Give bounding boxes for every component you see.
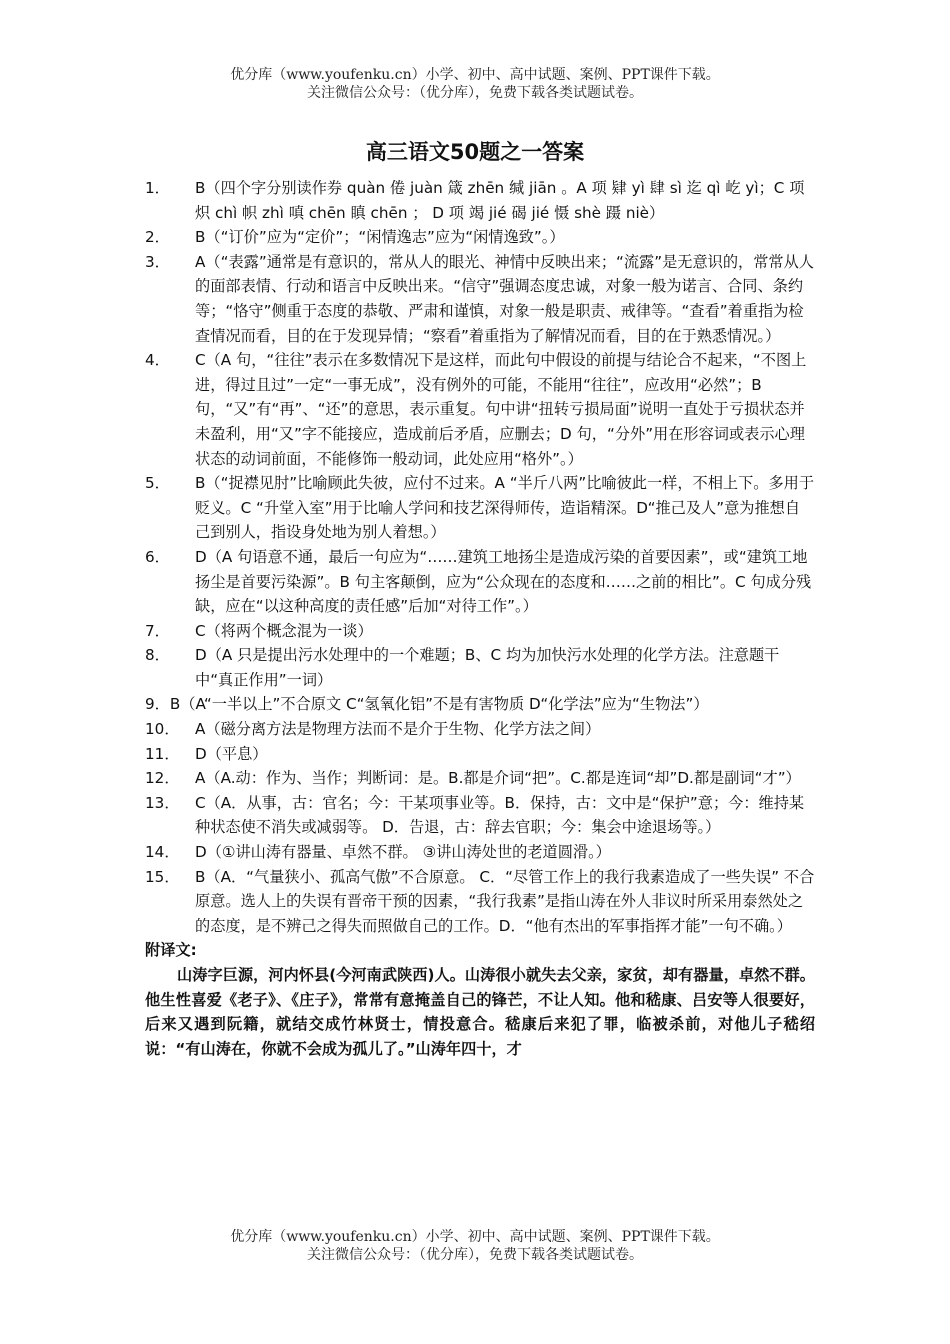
answer-text: D（A 只是提出污水处理中的一个难题；B、C 均为加快污水处理的化学方法。注意题干中“真正作用”一词） <box>195 646 780 689</box>
answer-number: 8． <box>145 646 170 665</box>
answer-item-10 <box>145 717 815 742</box>
answer-item-13 <box>145 791 815 840</box>
page-footer <box>0 1228 950 1264</box>
answer-text: B（“订价”应为“定价”；“闲情逸志”应为“闲情逸致”。） <box>195 228 565 247</box>
answer-text: D（①讲山涛有器量、卓然不群。 ③讲山涛处世的老道圆滑。） <box>195 843 611 862</box>
answer-item-3 <box>145 250 815 348</box>
answer-number: 9． <box>145 695 170 714</box>
answer-text: B（四个字分别读作券 quàn 倦 juàn 箴 zhēn 缄 jiān 。A 项 肄 yì 肆 sì 迄 qì 屹 yì；C 项 炽 chì 帜 zhì 嗔 chēn 瞋 chēn ； D 项 竭 jié 碣 jié 慑 shè 蹑 niè） <box>195 179 805 222</box>
answer-text: C（A 句，“往往”表示在多数情况下是这样，而此句中假设的前提与结论合不起来，“不图上进，得过且过”一定“一事无成”，没有例外的可能，不能用“往往”，应改用“必然”；B 句，“又”有“再”、“还”的意思，表示重复。句中讲“扭转亏损局面”说明一直处于亏损状态并未盈利，用“又”字不能接应，造成前后矛盾，应删去；D 句，“分外”用在形容词或表示心理状态的动词前面，不能修饰一般动词，此处应用“格外”。） <box>195 351 807 468</box>
answer-item-1 <box>145 176 815 225</box>
answer-number: 13． <box>145 793 180 812</box>
answer-item-2 <box>145 225 815 250</box>
answer-text: A（A.动：作为、当作；判断词：是。B.都是介词“把”。C.都是连词“却”D.都是副词“才”） <box>195 769 801 788</box>
page-title: 高三语文50题之一答案 <box>365 140 585 164</box>
answer-item-4 <box>145 348 815 471</box>
answer-item-6 <box>145 545 815 619</box>
answer-number: 5． <box>145 474 170 493</box>
answer-text: B（A“一半以上”不合原文 C“氢氧化铝”不是有害物质 D“化学法”应为“生物法”） <box>169 695 709 714</box>
answer-item-7 <box>145 619 815 644</box>
answer-number: 14． <box>145 843 180 862</box>
answer-number: 7． <box>145 621 170 640</box>
answer-item-11 <box>145 742 815 767</box>
answer-number: 4． <box>145 351 170 370</box>
answer-number: 6． <box>145 547 170 566</box>
answer-number: 12． <box>145 769 180 788</box>
answer-number: 1． <box>145 179 170 197</box>
answer-number: 10． <box>145 720 180 739</box>
answer-item-5 <box>145 471 815 545</box>
header-line-1: 优分库（www.youfenku.cn）小学、初中、高中试题、案例、PPT课件下载。 <box>230 67 720 83</box>
answer-item-14 <box>145 840 815 865</box>
answer-item-15 <box>145 865 815 939</box>
footer-line-1: 优分库（www.youfenku.cn）小学、初中、高中试题、案例、PPT课件下载。 <box>230 1229 720 1245</box>
answer-item-8 <box>145 643 815 692</box>
answer-text: A（“表露”通常是有意识的，常从人的眼光、神情中反映出来；“流露”是无意识的，常常从人的面部表情、行动和语言中反映出来。“信守”强调态度忠诚，对象一般为诺言、合同、条约等；“恪守”侧重于态度的恭敬、严肃和谨慎，对象一般是职责、戒律等。“查看”着重指为检查情况而看，目的在于发现异情；“察看”着重指为了解情况而看，目的在于熟悉情况。） <box>195 252 814 345</box>
answer-text: B（A．“气量狭小、孤高气傲”不合原意。 C．“尽管工作上的我行我素造成了一些失误” 不合原意。选人上的失误有晋帝干预的因素，“我行我素”是指山涛在外人非议时所采用泰然处之的态度，是不辨己之得失而照做自己的工作。D．“他有杰出的军事指挥才能”一句不确。） <box>195 867 815 935</box>
translation-paragraph: 山涛字巨源，河内怀县(今河南武陕西)人。山涛很小就失去父亲，家贫，却有器量，卓然不群。他生性喜爱《老子》、《庄子》，常常有意掩盖自己的锋芒，不让人知。他和嵇康、吕安等人很要好，后来又遇到阮籍，就结交成竹林贤士，情投意合。嵇康后来犯了罪，临被杀前，对他儿子嵇绍说：“有山涛在，你就不会成为孤儿了。”山涛年四十，才 <box>145 966 815 1058</box>
answer-list <box>145 176 815 1061</box>
header-line-2: 关注微信公众号：（优分库），免费下载各类试题试卷。 <box>307 85 643 101</box>
page-header <box>0 66 950 102</box>
answer-text: C（将两个概念混为一谈） <box>195 621 373 640</box>
answer-text: D（平息） <box>195 744 268 763</box>
translation-heading: 附译文: <box>145 941 197 960</box>
answer-text: D（A 句语意不通，最后一句应为“……建筑工地扬尘是造成污染的首要因素”，或“建筑工地扬尘是首要污染源”。B 句主客颠倒，应为“公众现在的态度和……之前的相比”。C 句成分残缺，应在“以这种高度的责任感”后加“对待工作”。） <box>195 547 812 616</box>
answer-number: 15． <box>145 867 180 886</box>
answer-number: 11． <box>145 744 180 763</box>
answer-item-9 <box>145 692 815 717</box>
answer-item-12 <box>145 766 815 791</box>
answer-text: A（磁分离方法是物理方法而不是介于生物、化学方法之间） <box>195 720 601 739</box>
footer-line-2: 关注微信公众号：（优分库），免费下载各类试题试卷。 <box>307 1247 643 1263</box>
answer-text: B（“捉襟见肘”比喻顾此失彼，应付不过来。A “半斤八两”比喻彼此一样，不相上下。多用于贬义。C “升堂入室”用于比喻人学问和技艺深得师传，造诣精深。D“推己及人”意为推想自己到别人，指设身处地为别人着想。） <box>195 474 815 542</box>
answer-text: C（A．从事，古：官名；今：干某项事业等。B．保持，古：文中是“保护”意；今：维持某种状态使不消失或减弱等。 D．告退，古：辞去官职；今：集会中途退场等。） <box>195 793 805 837</box>
answer-number: 2． <box>145 228 170 247</box>
answer-number: 3． <box>145 252 170 271</box>
